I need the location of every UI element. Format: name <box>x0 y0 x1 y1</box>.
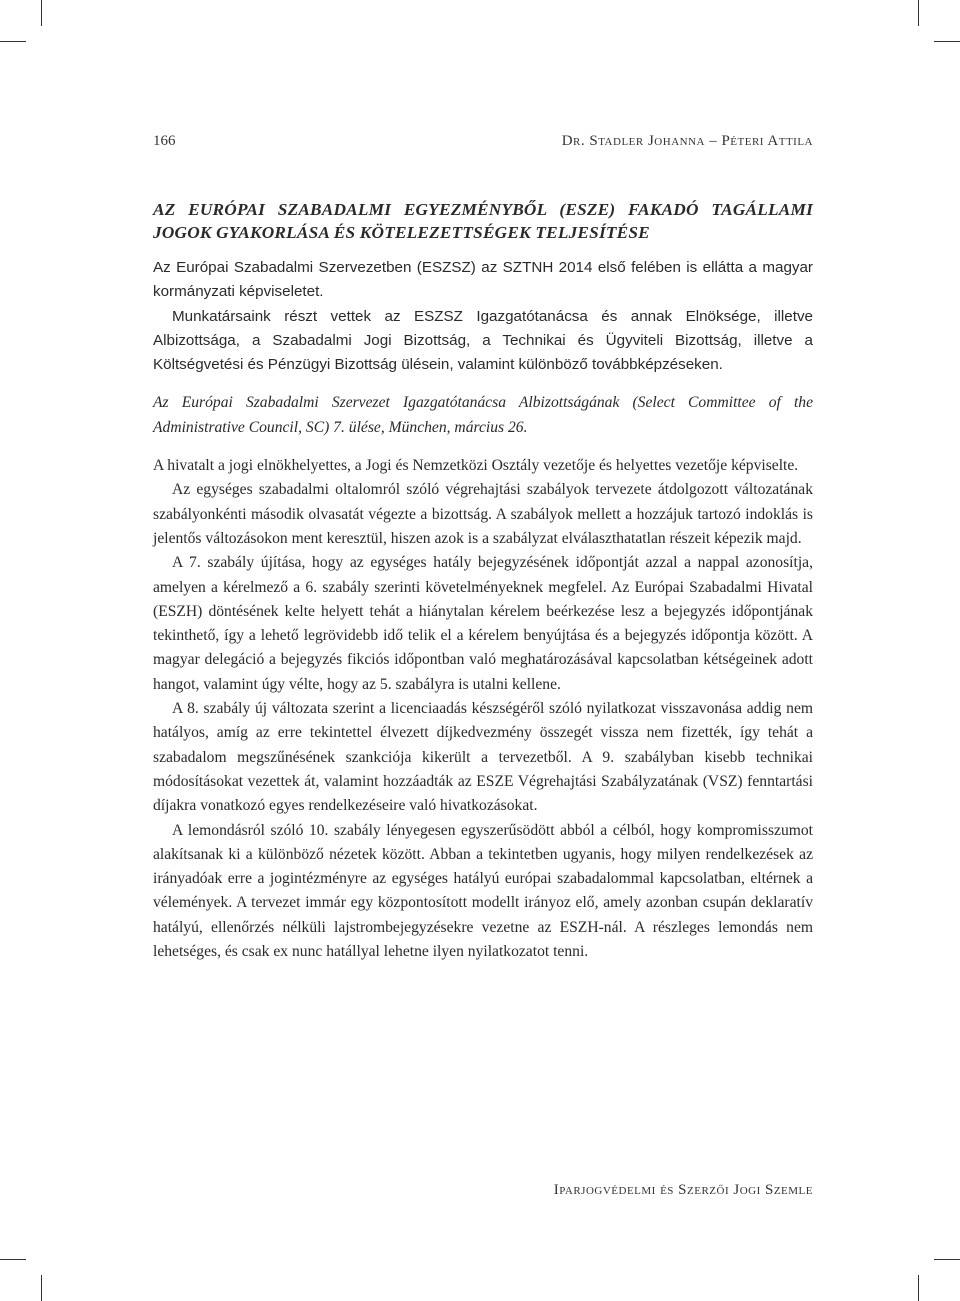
body-paragraph: A hivatalt a jogi elnökhelyettes, a Jogi és Nemzetközi Osztály vezetője és helyettes vezetője képviselte. <box>153 457 799 475</box>
running-header <box>153 133 813 155</box>
crop-mark <box>934 1259 960 1260</box>
body-paragraph: A 7. szabály újítása, hogy az egységes hatály bejegyzésének időpontját azzal a nappal azonosítja, amelyen a kérelmező a 6. szabály szerinti követelményeknek megfelel. Az Európai Szabadalmi Hivatal (ESZH) döntésének kelte helyett tehát a hiánytalan kérelem beérkezése lesz a bejegyzés időpontjának tekinthető, így a lehető legrövidebb idő telik el a kérelem benyújtása és a bejegyzés időpontja között. A magyar delegáció a bejegyzés fikciós időpontban való meghatározásával kapcsolatban kétségeinek adott hangot, valamint úgy vélte, hogy az 5. szabályra is utalni kellene. <box>153 554 813 693</box>
intro-paragraph: Az Európai Szabadalmi Szervezetben (ESZSZ) az SZTNH 2014 első felében is ellátta a magyar kormányzati képviseletet. <box>153 259 813 301</box>
section-title: AZ EURÓPAI SZABADALMI EGYEZMÉNYBŐL (ESZE) FAKADÓ TAGÁLLAMI JOGOK GYAKORLÁSA ÉS KÖTELEZETTSÉGEK TELJESÍTÉSE <box>153 200 813 242</box>
page-body <box>153 198 813 964</box>
body-paragraph: A 8. szabály új változata szerint a licenciaadás készségéről szóló nyilatkozat visszavonása addig nem hatályos, amíg az erre tekintettel élvezett díjkedvezmény összegét vissza nem fizették, így tehát a szabadalom megszűnésének szankciója kikerült a tervezetből. A 9. szabályban kisebb technikai módosításokat vezettek át, valamint hozzáadták az ESZE Végrehajtási Szabályzatának (VSZ) fenntartási díjakra vonatkozó egyes rendelkezéseire való hivatkozásokat. <box>153 700 813 815</box>
subsection-heading: Az Európai Szabadalmi Szervezet Igazgatótanácsa Albizottságának (Select Committee of the Administrative Council, SC) 7. ülése, München, március 26. <box>153 394 813 436</box>
crop-mark <box>41 0 42 26</box>
body-paragraph: A lemondásról szóló 10. szabály lényegesen egyszerűsödött abból a célból, hogy kompromisszumot alakítsanak ki a különböző nézetek között. Abban a tekintetben ugyanis, hogy milyen rendelkezések az irányadóak erre a jogintézményre az egységes hatályú európai szabadalommal kapcsolatban, eltérnek a vélemények. A tervezet immár egy központosított modellt irányoz elő, amely azonban csupán deklaratív hatályú, ellenőrzés nélküli lajstrombejegyzésekre vezetne az ESZH-nál. A részleges lemondás nem lehetséges, és csak ex nunc hatállyal lehetne ilyen nyilatkozatot tenni. <box>153 821 813 961</box>
crop-mark <box>918 1275 919 1301</box>
crop-mark <box>41 1275 42 1301</box>
crop-mark <box>918 0 919 26</box>
journal-footer: Iparjogvédelmi és Szerzői Jogi Szemle <box>553 1182 813 1198</box>
crop-mark <box>0 41 26 42</box>
crop-mark <box>0 1259 26 1260</box>
crop-mark <box>934 41 960 42</box>
page-number: 166 <box>153 133 176 149</box>
intro-paragraph: Munkatársaink részt vettek az ESZSZ Igazgatótanácsa és annak Elnöksége, illetve Albizottsága, a Szabadalmi Jogi Bizottság, a Technikai és Ügyviteli Bizottság, illetve a Költségvetési és Pénzügyi Bizottság ülésein, valamint különböző továbbképzéseken. <box>153 307 813 374</box>
header-authors: Dr. Stadler Johanna – Péteri Attila <box>561 133 813 149</box>
body-paragraph: Az egységes szabadalmi oltalomról szóló végrehajtási szabályok tervezete átdolgozott változatának szabályonkénti második olvasatát végezte a bizottság. A szabályok mellett a hozzájuk tartozó indoklás is jelentős változásokon ment keresztül, hiszen azok is a szabályzat elválaszthatatlan részeit képezik majd. <box>153 481 813 547</box>
